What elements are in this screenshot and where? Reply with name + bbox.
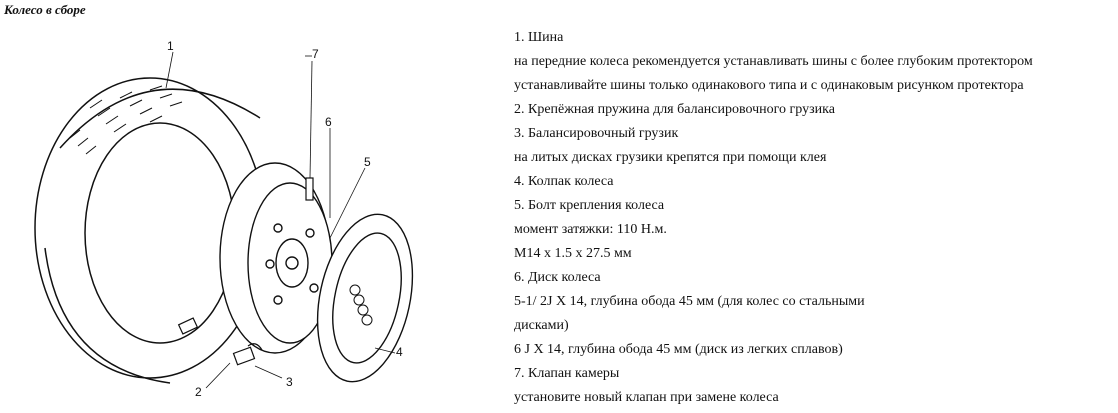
legend (514, 26, 1114, 410)
legend-line: М14 х 1.5 х 27.5 мм (514, 246, 632, 261)
legend-line: момент затяжки: 110 Н.м. (514, 222, 667, 237)
callout-4: 4 (396, 345, 403, 359)
legend-line: 3. Балансировочный грузик (514, 126, 679, 141)
callout-2: 2 (195, 385, 202, 399)
legend-line: 5. Болт крепления колеса (514, 198, 665, 213)
callout-5: 5 (364, 155, 371, 169)
legend-line: 6 J X 14, глубина обода 45 мм (диск из легких сплавов) (514, 342, 843, 357)
legend-line: установите новый клапан при замене колеса (514, 390, 779, 405)
legend-line: на литых дисках грузики крепятся при помощи клея (514, 150, 827, 165)
legend-line: 4. Колпак колеса (514, 174, 614, 189)
legend-line: дисками) (514, 318, 569, 333)
wheel-disc (220, 163, 332, 353)
legend-line: устанавливайте шины только одинакового типа и с одинаковым рисунком протектора (514, 78, 1024, 93)
callout-3: 3 (286, 375, 293, 389)
valve (306, 178, 313, 200)
legend-line: 1. Шина (514, 30, 564, 45)
diagram-title: Колесо в сборе (4, 2, 86, 17)
legend-line: 6. Диск колеса (514, 270, 601, 285)
legend-line: 2. Крепёжная пружина для балансировочного грузика (514, 102, 835, 117)
legend-line: на передние колеса рекомендуется устанавливать шины с более глубоким протектором (514, 54, 1033, 69)
callout-1: 1 (167, 39, 174, 53)
callout-6: 6 (325, 115, 332, 129)
callout-7: 7 (312, 47, 319, 61)
wheel-assembly-illustration (30, 28, 430, 408)
legend-line: 7. Клапан камеры (514, 366, 620, 381)
legend-line: 5-1/ 2J X 14, глубина обода 45 мм (для колес со стальными (514, 294, 865, 309)
